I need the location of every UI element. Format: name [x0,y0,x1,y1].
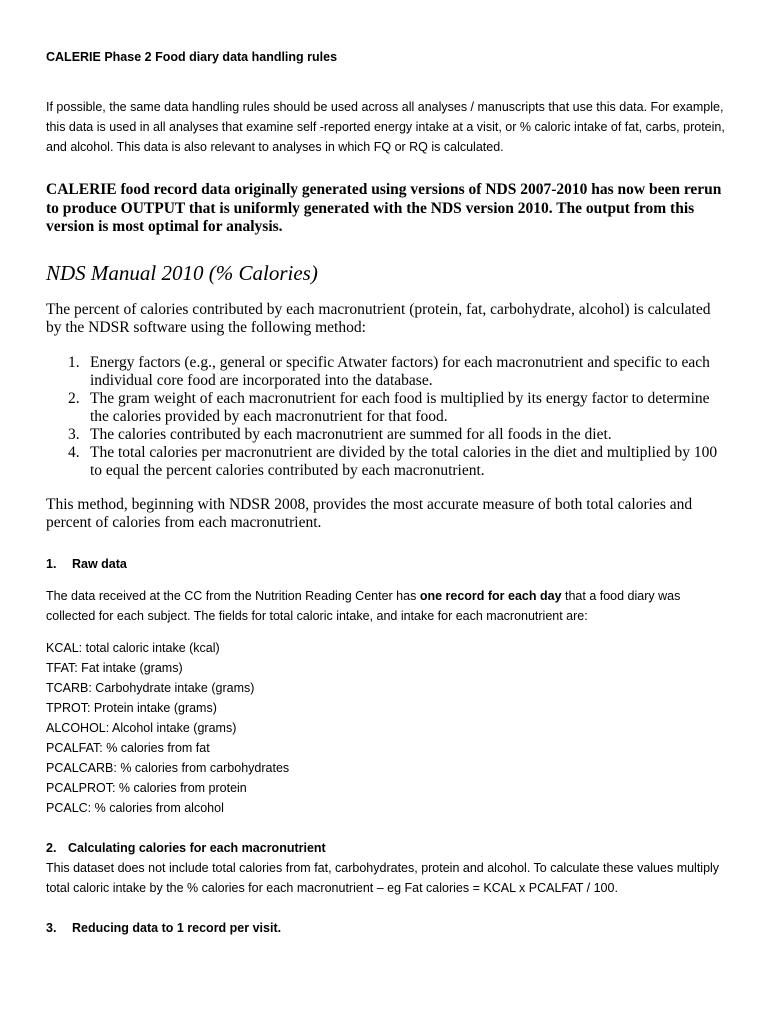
field-item: ALCOHOL: Alcohol intake (grams) [46,721,237,735]
method-step-number: 1. [68,354,80,371]
intro-paragraph: If possible, the same data handling rules should be used across all analyses / manuscripts that use this data. For example, this data is used in all analyses that examine self -reported energy intake at a visit, or % caloric intake of fat, carbs, protein, and alcohol. This data is also relevant to analyses in which FQ or RQ is calculated. [46,100,725,154]
section-heading-calculating [46,838,736,858]
method-step-text: Energy factors (e.g., general or specific Atwater factors) for each macronutrient and specific to each individual core food are incorporated into the database. [90,354,710,389]
field-item: PCALFAT: % calories from fat [46,741,210,755]
raw-data-paragraph [46,586,726,626]
field-item: TPROT: Protein intake (grams) [46,701,217,715]
section-heading-reducing [46,918,736,938]
field-item: KCAL: total caloric intake (kcal) [46,641,220,655]
method-step [46,354,720,390]
accuracy-paragraph: This method, beginning with NDSR 2008, provides the most accurate measure of both total calories and percent of calories from each macronutrient. [46,496,693,531]
raw-data-emphasis: one record for each day [419,589,562,603]
raw-data-text-before: The data received at the CC from the Nutrition Reading Center has [46,589,420,603]
section-number: 1. [46,557,57,571]
method-step [46,426,720,444]
section-number: 3. [46,921,57,935]
method-steps-list [46,354,736,480]
method-intro-paragraph: The percent of calories contributed by each macronutrient (protein, fat, carbohydrate, alcohol) is calculated by the NDSR software using the following method: [46,301,711,336]
field-item: PCALC: % calories from alcohol [46,801,224,815]
method-step-text: The gram weight of each macronutrient for each food is multiplied by its energy factor to determine the calories provided by each macronutrient for that food. [90,390,710,425]
section-heading-raw-data [46,554,736,574]
method-step-text: The calories contributed by each macronutrient are summed for all foods in the diet. [90,426,612,443]
method-step [46,390,720,426]
section-number: 2. [46,841,57,855]
section-title: Reducing data to 1 record per visit. [72,921,282,935]
field-list [46,638,736,818]
field-item: TFAT: Fat intake (grams) [46,661,183,675]
method-step-number: 3. [68,426,80,443]
section-title: Calculating calories for each macronutrient [68,841,326,855]
method-step [46,444,720,480]
manual-heading: NDS Manual 2010 (% Calories) [46,261,318,285]
method-step-number: 2. [68,390,80,407]
field-item: TCARB: Carbohydrate intake (grams) [46,681,255,695]
method-step-number: 4. [68,444,80,461]
field-item: PCALPROT: % calories from protein [46,781,247,795]
document-title: CALERIE Phase 2 Food diary data handling rules [46,50,338,64]
field-item: PCALCARB: % calories from carbohydrates [46,761,290,775]
rerun-notice: CALERIE food record data originally generated using versions of NDS 2007-2010 has now been rerun to produce OUTPUT that is uniformly generated with the NDS version 2010. The output from this version is most optimal for analysis. [46,181,722,235]
method-step-text: The total calories per macronutrient are divided by the total calories in the diet and multiplied by 100 to equal the percent calories contributed by each macronutrient. [90,444,718,479]
section-title: Raw data [72,557,127,571]
calculating-paragraph: This dataset does not include total calories from fat, carbohydrates, protein and alcohol. To calculate these values multiply total caloric intake by the % calories for each macronutrient – eg Fat calories = KCAL x PCALFAT / 100. [46,861,720,895]
raw-data-text-after: that a food diary was collected for each subject. The fields for total caloric intake, and intake for each macronutrient are: [46,589,681,623]
